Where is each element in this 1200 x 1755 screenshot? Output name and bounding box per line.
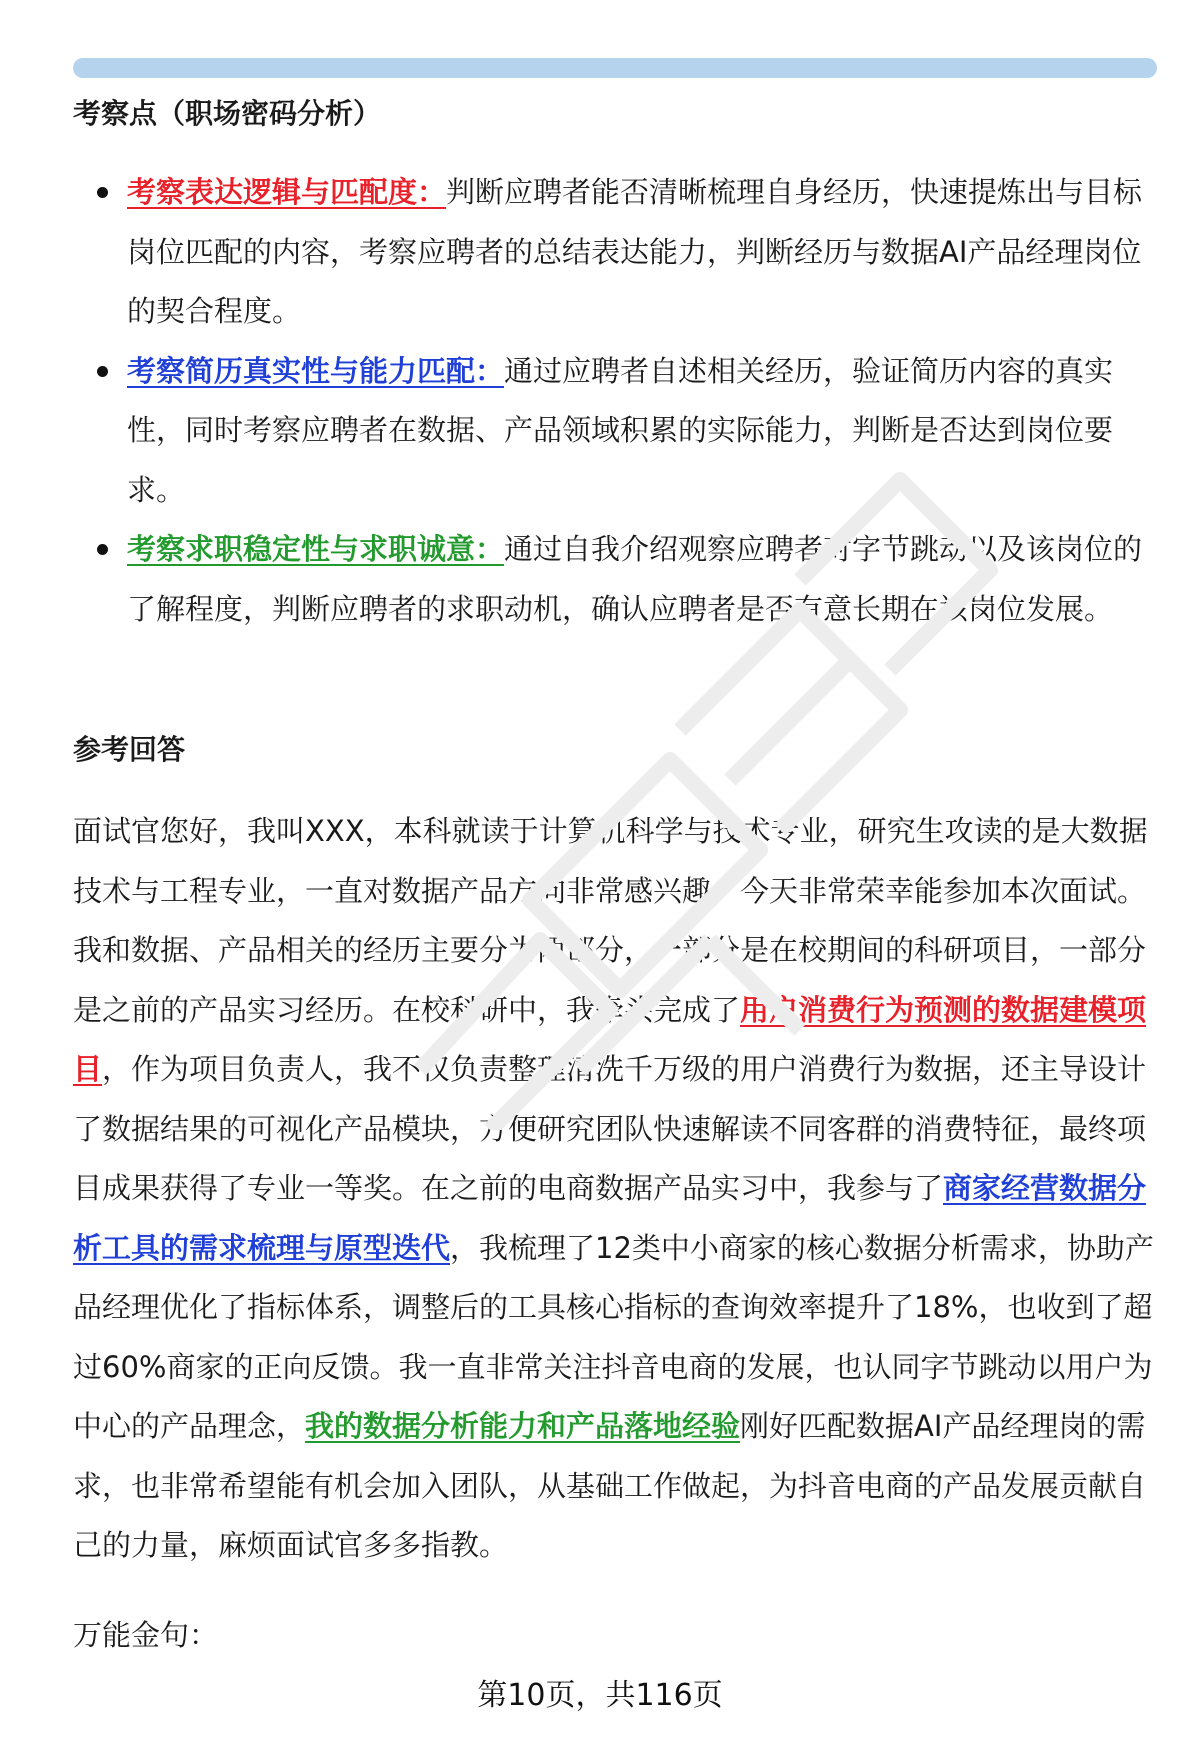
key-point-label: 考察表达逻辑与匹配度： (127, 175, 447, 209)
key-point-label: 考察求职稳定性与求职诚意： (127, 532, 505, 566)
key-point-text: 通过自我介绍观察应聘者对字节跳动以及该岗位的了解程度，判断应聘者的求职动机，确认应聘者是否有意长期在该岗位发展。 (127, 532, 1143, 626)
reference-answer-paragraph (73, 802, 1158, 1576)
highlight-project: 用户消费行为预测的数据建模项目 (73, 992, 1147, 1086)
top-decorative-bar (73, 58, 1157, 78)
section-heading-reference-answer: 参考回答 (73, 733, 186, 766)
answer-text: ，作为项目负责人，我不仅负责整理清洗千万级的用户消费行为数据，还主导设计了数据结果的可视化产品模块，方便研究团队快速解读不同客群的消费特征，最终项目成果获得了专业一等奖。在之前的电商数据产品实习中，我参与了 (73, 1052, 1147, 1205)
key-point-text: 判断应聘者能否清晰梳理自身经历，快速提炼出与目标岗位匹配的内容，考察应聘者的总结表达能力，判断经历与数据AI产品经理岗位的契合程度。 (127, 175, 1143, 328)
page-number: 第10页，共116页 (477, 1678, 723, 1713)
section-heading-exam-points: 考察点（职场密码分析） (73, 97, 382, 130)
bullet-dot-icon (97, 366, 108, 377)
key-point-text: 通过应聘者自述相关经历，验证简历内容的真实性，同时考察应聘者在数据、产品领域积累的实际能力，判断是否达到岗位要求。 (127, 353, 1114, 507)
key-point-label: 考察简历真实性与能力匹配： (127, 353, 505, 388)
highlight-ability: 我的数据分析能力和产品落地经验 (305, 1409, 741, 1443)
exam-points-list (73, 163, 1153, 639)
bullet-dot-icon (97, 544, 108, 555)
bullet-dot-icon (97, 187, 108, 198)
highlight-internship: 商家经营数据分析工具的需求梳理与原型迭代 (73, 1171, 1147, 1265)
list-item (73, 163, 1153, 342)
answer-text: 刚好匹配数据AI产品经理岗的需求，也非常希望能有机会加入团队，从基础工作做起，为抖音电商的产品发展贡献自己的力量，麻烦面试官多多指教。 (73, 1409, 1147, 1562)
golden-sentence-label: 万能金句： (73, 1618, 219, 1652)
list-item (73, 520, 1153, 639)
list-item (73, 342, 1153, 521)
answer-text: 面试官您好，我叫XXX，本科就读于计算机科学与技术专业，研究生攻读的是大数据技术与工程专业，一直对数据产品方向非常感兴趣，今天非常荣幸能参加本次面试。我和数据、产品相关的经历主要分为两部分，一部分是在校期间的科研项目，一部分是之前的产品实习经历。在校科研中，我牵头完成了 (73, 814, 1148, 1027)
answer-text: ，我梳理了12类中小商家的核心数据分析需求，协助产品经理优化了指标体系，调整后的工具核心指标的查询效率提升了18%，也收到了超过60%商家的正向反馈。我一直非常关注抖音电商的发展，也认同字节跳动以用户为中心的产品理念， (73, 1230, 1154, 1443)
